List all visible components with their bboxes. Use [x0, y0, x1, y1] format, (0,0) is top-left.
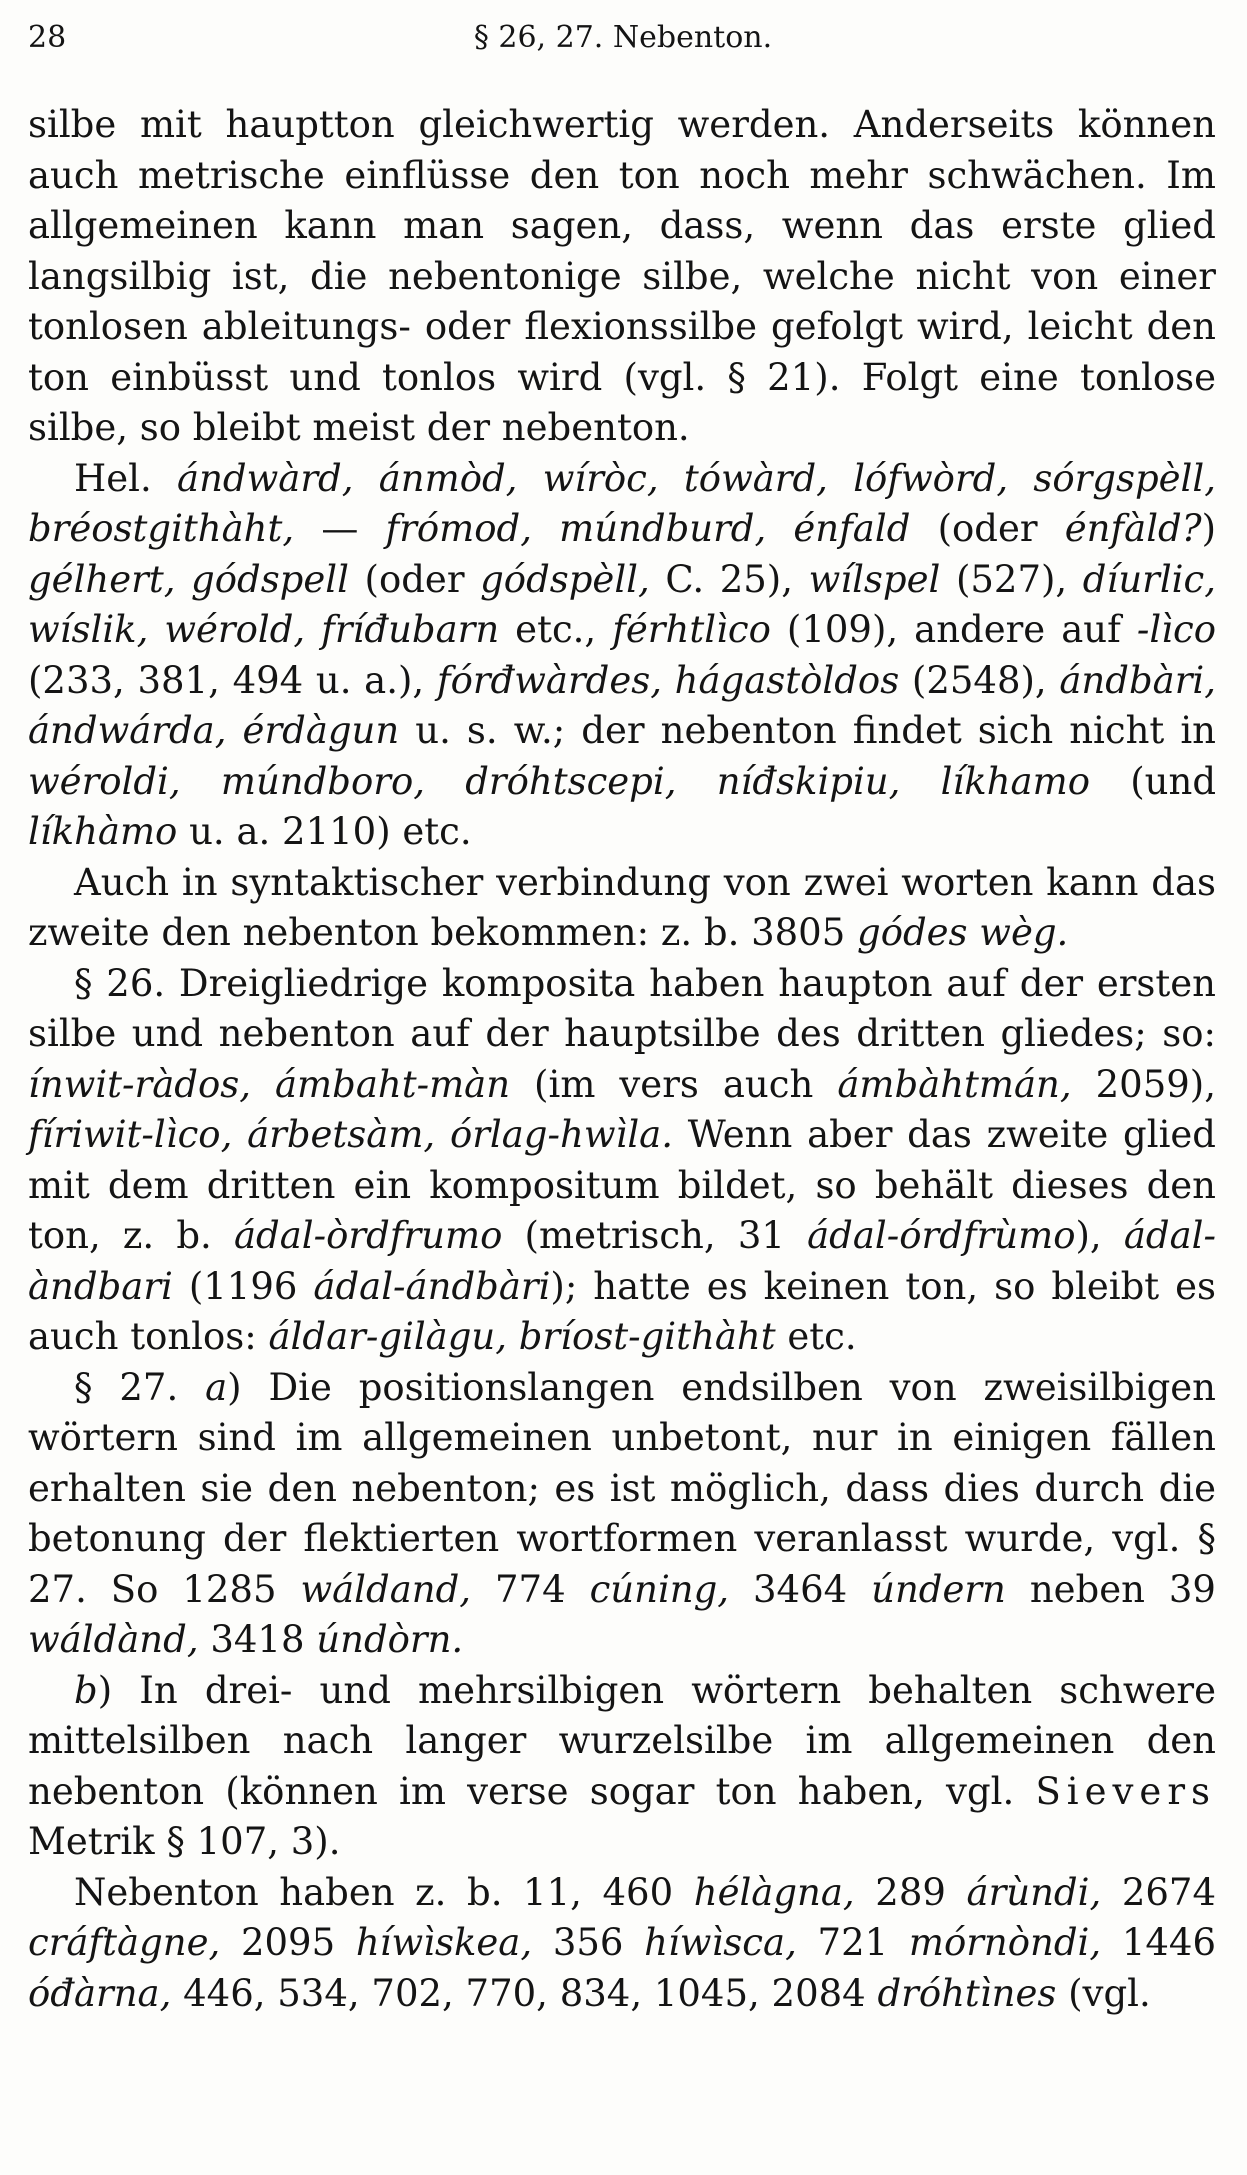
paragraph-syntactic [28, 858, 1216, 959]
text-run: etc., [499, 608, 613, 651]
text-run: 3418 [198, 1618, 317, 1661]
italic-term: ámbàhtmán, [837, 1062, 1072, 1106]
text-run: 356 [532, 1921, 645, 1964]
italic-term: ádal-òrdfrumo [234, 1214, 503, 1257]
text-run: § 27. [74, 1365, 206, 1409]
text-run: (2548), [899, 658, 1060, 702]
italic-term: ándwàrd, ánmòd, wíròc, tówàrd, lófwòrd, sórgspèll, bréostgithàht, [28, 456, 1216, 550]
text-run: silbe mit hauptton gleichwertig werden. Anderseits können auch metrische einflüsse den ton noch mehr schwächen. Im allgemeinen kann man sagen, dass, wenn das erste glied langsilbig ist, die nebentonige silbe, welche nicht von einer tonlosen ableitungs- oder flexionssilbe gefolgt wird, leicht den ton einbüsst und tonlos wird (vgl. § 21). Folgt eine tonlose silbe, so bleibt meist der nebenton. [28, 103, 1216, 449]
italic-term: fórđwàrdes, hágastòldos [436, 658, 900, 702]
text-run: Metrik § 107, 3). [28, 1820, 341, 1863]
paragraph-section-27a [28, 1363, 1216, 1666]
text-run: (1196 [172, 1264, 314, 1308]
text-run: 774 [471, 1567, 590, 1611]
paragraph-section-26 [28, 959, 1216, 1363]
italic-term: árùndi, [966, 1870, 1102, 1914]
italic-term: híwìskea, [355, 1921, 533, 1964]
italic-term: gélhert, gódspell [28, 557, 349, 601]
text-run: (vgl. [1056, 1971, 1151, 2015]
italic-term: hélàgna, [693, 1870, 855, 1914]
italic-term: óđàrna, [28, 1971, 172, 2015]
text-run: u. s. w.; der nebenton findet sich nicht in [399, 709, 1217, 752]
italic-term: frómod, múndburd, énfald [385, 507, 911, 550]
italic-term: b [74, 1668, 98, 1712]
italic-term: ádal-órdfrùmo [807, 1214, 1076, 1257]
italic-term: férhtlìco [612, 608, 771, 651]
text-run: (oder [910, 507, 1065, 550]
page-number: 28 [28, 20, 67, 55]
text-run: Hel. [74, 456, 178, 500]
italic-term: énfàld? [1064, 507, 1202, 550]
paragraph-continuation [28, 100, 1216, 454]
italic-term: ádal-àndbari [28, 1214, 1216, 1308]
italic-term: mórnòndi, [908, 1921, 1102, 1964]
text-run: (109), andere auf [770, 608, 1137, 651]
italic-term: wílspel [808, 557, 941, 601]
text-run: (oder [348, 557, 481, 601]
text-run: ) [1201, 507, 1216, 550]
text-run: 3464 [729, 1567, 872, 1611]
text-run: 1446 [1101, 1921, 1216, 1964]
text-run: (metrisch, 31 [502, 1214, 808, 1257]
text-run: ); hatte es keinen ton, so bleibt es auch tonlos: [28, 1264, 1217, 1358]
italic-term: wáldand, [300, 1567, 472, 1611]
italic-term: híwìsca, [644, 1921, 797, 1964]
italic-term: wéroldi, múndboro, dróhtscepi, níđskipiu, líkhamo [28, 759, 1090, 803]
text-run: (233, 381, 494 u. a.), [28, 658, 437, 702]
text-run: 721 [796, 1921, 909, 1964]
italic-term: ándbàri, ándwárda, érdàgun [28, 658, 1216, 752]
italic-term: wáldànd, [28, 1618, 199, 1661]
text-run: 2674 [1101, 1870, 1216, 1914]
text-run: (im vers auch [510, 1062, 838, 1106]
text-run: C. 25), [649, 557, 809, 601]
italic-term: gódes wèg. [857, 911, 1069, 954]
body-text [28, 100, 1216, 2019]
text-run: ), [1075, 1214, 1124, 1257]
italic-term: cráftàgne, [28, 1921, 221, 1964]
text-run: etc. [775, 1315, 857, 1358]
text-run: — [294, 507, 386, 550]
text-run: (527), [940, 557, 1083, 601]
italic-term: áldar-gilàgu, bríost-githàht [268, 1315, 776, 1358]
text-run: ) In drei- und mehrsilbigen wörtern behalten schwere mittelsilben nach langer wurzelsilbe im allgemeinen den nebenton (können im verse sogar ton haben, vgl. [28, 1668, 1216, 1813]
italic-term: dróhtìnes [877, 1971, 1057, 2015]
italic-term: úndern [871, 1567, 1006, 1611]
italic-term: ádal-ándbàri [313, 1264, 551, 1308]
italic-term: fíriwit-lìco, árbetsàm, órlag-hwìla. [28, 1113, 673, 1156]
paragraph-heliand-examples [28, 454, 1216, 858]
italic-term: díurlic, wíslik, wérold, fríđubarn [28, 557, 1216, 651]
text-run: ) Die positionslangen endsilben von zweisilbigen wörtern sind im allgemeinen unbetont, nur in einigen fällen erhalten sie den nebenton; es ist möglich, dass dies durch die betonung der flektierten wortformen veranlasst wurde, vgl. § 27. So 1285 [28, 1365, 1217, 1611]
italic-term: úndòrn. [316, 1618, 464, 1661]
text-run: 446, 534, 702, 770, 834, 1045, 2084 [171, 1971, 878, 2015]
italic-term: a [205, 1365, 228, 1409]
italic-term: ínwit-ràdos, ámbaht-màn [28, 1062, 511, 1106]
text-run: 289 [854, 1870, 967, 1914]
text-run: § 26. Dreigliedrige komposita haben haupton auf der ersten silbe und nebenton auf der hauptsilbe des dritten gliedes; so: [28, 961, 1216, 1055]
page-header [28, 18, 1218, 58]
spaced-author-name: Sievers [1035, 1769, 1216, 1813]
italic-term: cúning, [589, 1567, 730, 1611]
italic-term: -lìco [1136, 608, 1216, 651]
text-run: Wenn aber das zweite glied mit dem dritten ein kompositum bildet, so behält dieses den ton, z. b. [28, 1113, 1216, 1257]
paragraph-examples [28, 1868, 1216, 2020]
text-run: Nebenton haben z. b. 11, 460 [74, 1870, 694, 1914]
text-run: (und [1089, 759, 1216, 803]
text-run: 2095 [220, 1921, 356, 1964]
text-run: 2059), [1071, 1062, 1216, 1106]
running-title: § 26, 27. Nebenton. [473, 20, 773, 55]
italic-term: líkhàmo [28, 810, 178, 853]
text-run: neben 39 [1005, 1567, 1216, 1611]
italic-term: gódspèll, [480, 557, 650, 601]
paragraph-section-27b [28, 1666, 1216, 1868]
text-run: Auch in syntaktischer verbindung von zwei worten kann das zweite den nebenton bekommen: z. b. 3805 [28, 860, 1216, 954]
text-run: u. a. 2110) etc. [177, 810, 472, 853]
